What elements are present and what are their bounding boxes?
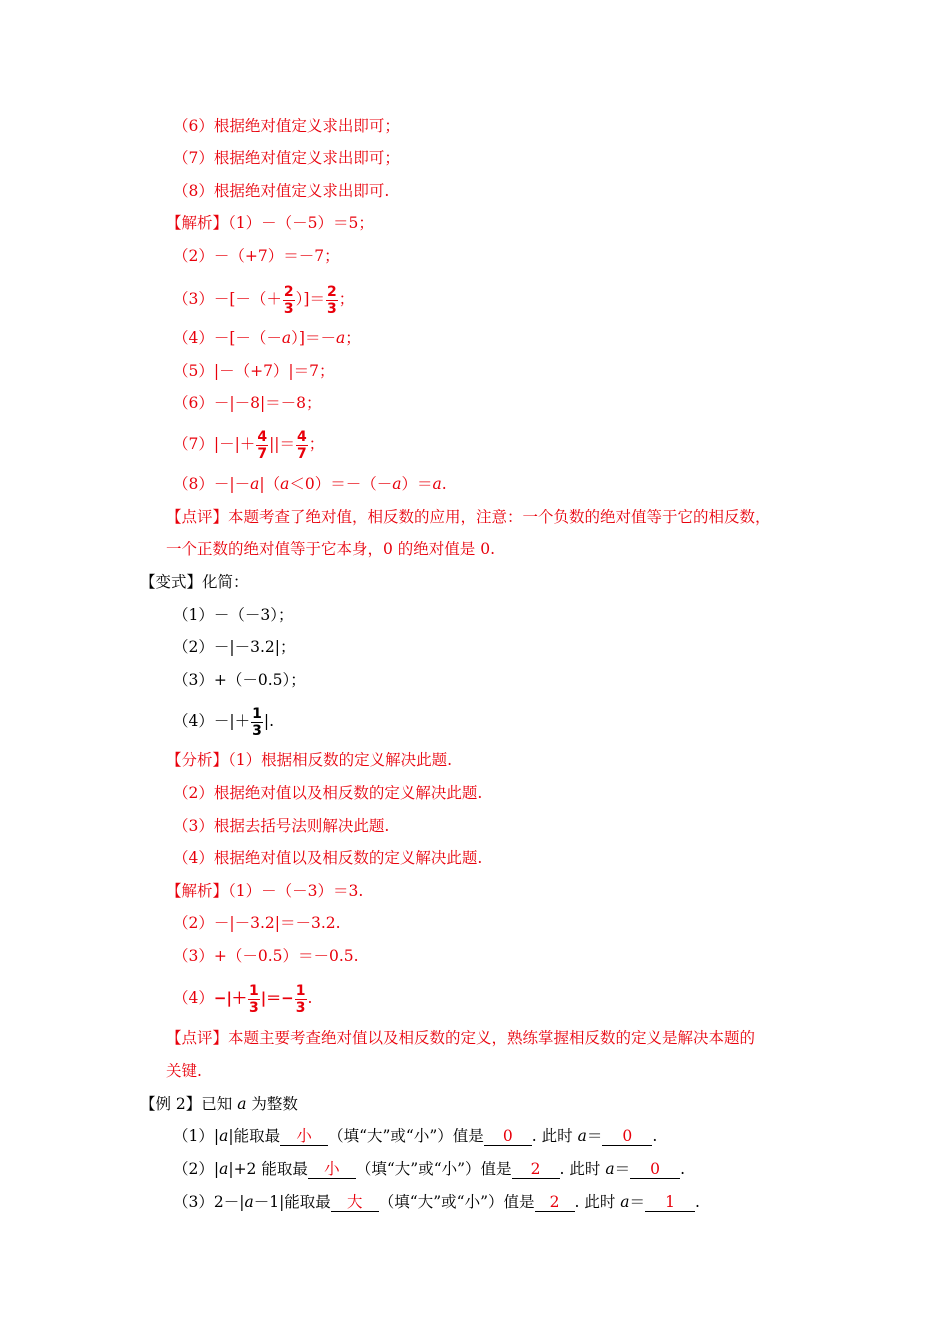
variant-q4-prefix: （4）－|＋ — [173, 712, 251, 730]
q-text: ＝ — [614, 1160, 631, 1178]
variable-a: a — [219, 1160, 229, 1178]
q-text: －1|能取最 — [253, 1193, 331, 1211]
variant-solution-4 — [173, 979, 312, 1017]
fraction-denominator: 3 — [326, 300, 337, 317]
fraction-denominator: 3 — [283, 300, 294, 317]
solution-4-mid: ）]＝－ — [291, 329, 336, 347]
solution-8-end: . — [441, 475, 447, 493]
solution-8-part: ）＝ — [401, 475, 433, 493]
variant-analysis-3: （3）根据去括号法则解决此题. — [173, 817, 390, 835]
example-tag: 【例 2】 — [140, 1095, 202, 1113]
comment-2-line-2: 关键. — [166, 1062, 202, 1080]
solution-8-prefix: （8）－|－ — [173, 475, 251, 493]
q-text: （填“大”或“小”）值是 — [378, 1193, 535, 1211]
comment-text: 本题考查了绝对值，相反数的应用，注意：一个负数的绝对值等于它的相反数， — [228, 508, 771, 526]
variable-a: a — [244, 1193, 254, 1211]
comment-1-line-2: 一个正数的绝对值等于它本身，0 的绝对值是 0. — [166, 540, 496, 558]
solution-text-1: （1）－（－5）＝5； — [228, 214, 374, 232]
solution-step-5: （5）|－（+7）|＝7； — [173, 362, 335, 380]
comment-1-line-1 — [166, 507, 771, 527]
solution-4-prefix: （4）－[－（－ — [173, 329, 282, 347]
solution-step-2: （2）－（+7）＝－7； — [173, 247, 340, 265]
comment-tag: 【点评】 — [166, 508, 229, 526]
variable-a: a — [432, 475, 442, 493]
solution-tag: 【解析】 — [166, 214, 229, 232]
q-text: （1）| — [173, 1127, 220, 1145]
answer-blank: 0 — [602, 1127, 652, 1146]
variable-a: a — [605, 1160, 615, 1178]
example-2-heading — [140, 1094, 298, 1114]
fraction-numerator: 4 — [297, 428, 307, 445]
solution-7-prefix: （7）|－|＋ — [173, 435, 256, 453]
variable-a: a — [237, 1095, 247, 1113]
operator: −|＋ — [213, 989, 247, 1007]
solution-7-mid: ||＝ — [269, 435, 296, 453]
variant-title: 化简： — [202, 573, 249, 591]
fraction-denominator: 3 — [248, 999, 259, 1016]
fraction-numerator: 1 — [252, 705, 262, 722]
solution-8-part: |（ — [259, 475, 281, 493]
solution-step-8 — [173, 474, 447, 494]
q-text: （填“大”或“小”）值是 — [355, 1160, 512, 1178]
q-text: . 此时 — [559, 1160, 606, 1178]
variant-s4-end: . — [307, 989, 313, 1007]
fraction — [256, 430, 268, 461]
example-title: 为整数 — [246, 1095, 298, 1113]
solution-step-4 — [173, 328, 361, 348]
variable-a: a — [280, 475, 290, 493]
variant-solution-2: （2）－|－3.2|＝－3.2. — [173, 914, 341, 932]
fraction-denominator: 3 — [295, 999, 306, 1016]
solution-3-prefix: （3）－[－（＋ — [173, 290, 282, 308]
q-text: |能取最 — [228, 1127, 281, 1145]
variable-a: a — [620, 1193, 630, 1211]
variant-tag: 【变式】 — [140, 573, 203, 591]
answer-blank: 2 — [535, 1193, 575, 1212]
fraction — [251, 707, 263, 738]
variant-solution-1 — [166, 881, 363, 901]
fraction-numerator: 1 — [295, 982, 306, 999]
analysis-step-6: （6）根据绝对值定义求出即可； — [173, 117, 400, 135]
solution-step-3 — [173, 280, 354, 318]
q-text: . 此时 — [531, 1127, 578, 1145]
fraction — [295, 984, 307, 1015]
solution-step-1 — [166, 213, 374, 233]
variant-q4-end: |. — [263, 712, 274, 730]
variant-s4-prefix: （4） — [173, 989, 214, 1007]
comment-2-line-1 — [166, 1028, 755, 1048]
variable-a: a — [577, 1127, 587, 1145]
analysis-step-8: （8）根据绝对值定义求出即可. — [173, 182, 390, 200]
solution-tag: 【解析】 — [166, 882, 229, 900]
answer-blank: 小 — [280, 1127, 328, 1146]
q-text: （填“大”或“小”）值是 — [328, 1127, 484, 1145]
variant-heading — [140, 572, 249, 592]
variant-analysis-1 — [166, 750, 452, 770]
example-2-question-2 — [173, 1159, 685, 1179]
q-text: . — [695, 1193, 700, 1211]
answer-blank: 0 — [630, 1160, 680, 1179]
operator: |＝− — [260, 989, 294, 1007]
comment-text: 本题主要考查绝对值以及相反数的定义，熟练掌握相反数的定义是解决本题的 — [228, 1029, 756, 1047]
solution-text: （1）－（－3）＝3. — [228, 882, 364, 900]
analysis-text: （1）根据相反数的定义解决此题. — [228, 751, 453, 769]
solution-8-part: ＜0）＝－（－ — [289, 475, 393, 493]
solution-3-mid: ）]＝ — [295, 290, 325, 308]
analysis-tag: 【分析】 — [166, 751, 229, 769]
q-text: |+2 能取最 — [228, 1160, 308, 1178]
comment-tag: 【点评】 — [166, 1029, 229, 1047]
q-text: （3）2－| — [173, 1193, 245, 1211]
fraction-numerator: 4 — [257, 428, 268, 445]
example-2-question-3 — [173, 1192, 700, 1212]
q-text: . — [652, 1127, 658, 1145]
solution-step-7 — [173, 425, 324, 463]
example-title: 已知 — [201, 1095, 238, 1113]
variant-question-1: （1）－（－3）； — [173, 606, 294, 624]
analysis-step-7: （7）根据绝对值定义求出即可； — [173, 149, 400, 167]
variant-question-3: （3）+（－0.5）； — [173, 671, 306, 689]
variant-solution-3: （3）+（－0.5）＝－0.5. — [173, 947, 359, 965]
example-2-question-1 — [173, 1126, 657, 1146]
variable-a: a — [281, 329, 292, 347]
variable-a: a — [250, 475, 260, 493]
variant-analysis-4: （4）根据绝对值以及相反数的定义解决此题. — [173, 849, 483, 867]
fraction — [248, 984, 260, 1015]
solution-step-6: （6）－|－8|＝－8； — [173, 394, 322, 412]
answer-blank: 0 — [484, 1127, 532, 1146]
variant-question-2: （2）－|－3.2|； — [173, 638, 296, 656]
fraction-denominator: 7 — [297, 445, 307, 462]
fraction-numerator: 2 — [283, 283, 294, 300]
q-text: ＝ — [629, 1193, 646, 1211]
solution-4-end: ； — [345, 329, 361, 347]
fraction-numerator: 2 — [326, 283, 337, 300]
fraction — [326, 285, 338, 316]
q-text: . — [680, 1160, 686, 1178]
q-text: （2）| — [173, 1160, 220, 1178]
solution-3-end: ； — [338, 290, 355, 308]
answer-blank: 2 — [512, 1160, 560, 1179]
fraction-denominator: 3 — [252, 722, 262, 739]
answer-blank: 大 — [331, 1193, 379, 1212]
variable-a: a — [392, 475, 402, 493]
variable-a: a — [219, 1127, 229, 1145]
q-text: ＝ — [586, 1127, 603, 1145]
variant-analysis-2: （2）根据绝对值以及相反数的定义解决此题. — [173, 784, 483, 802]
fraction-denominator: 7 — [257, 445, 268, 462]
fraction — [296, 430, 308, 461]
variant-question-4 — [173, 702, 274, 740]
solution-7-end: ； — [308, 435, 325, 453]
answer-blank: 1 — [645, 1193, 695, 1212]
variable-a: a — [335, 329, 346, 347]
fraction-numerator: 1 — [248, 982, 259, 999]
q-text: . 此时 — [574, 1193, 621, 1211]
fraction — [283, 285, 295, 316]
answer-blank: 小 — [308, 1160, 356, 1179]
